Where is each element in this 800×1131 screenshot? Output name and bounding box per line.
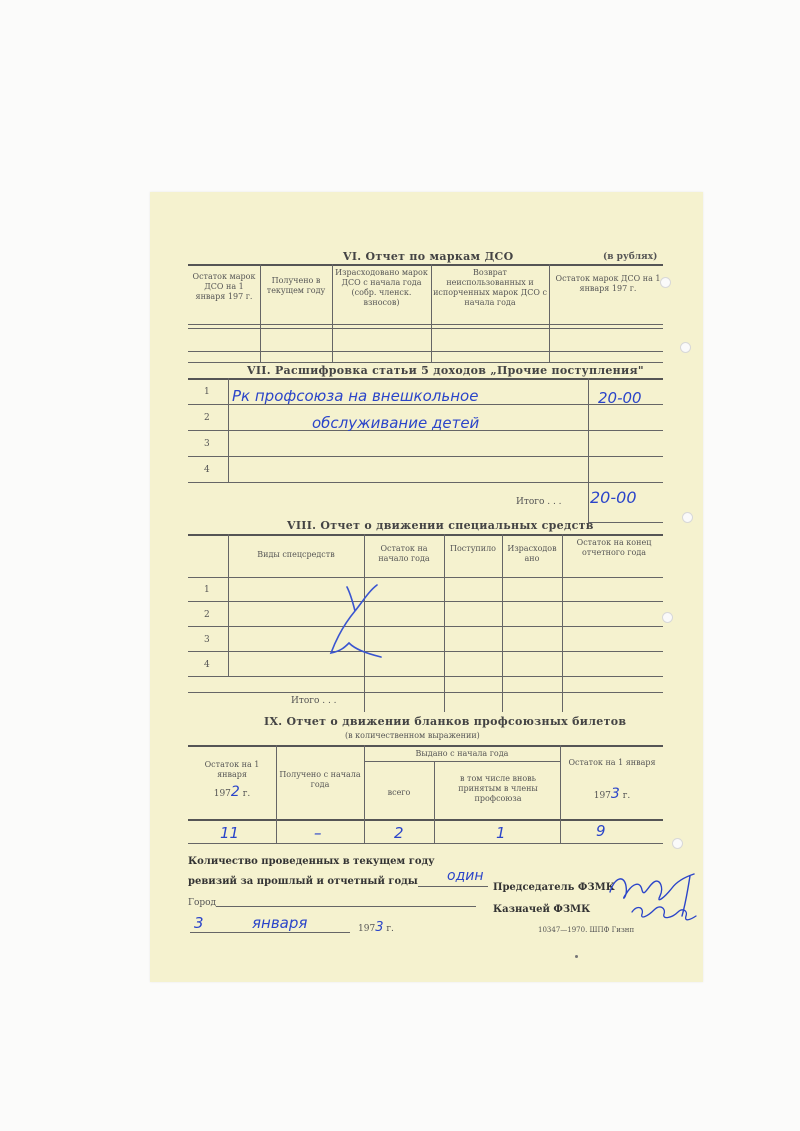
s7-row-number: 1 [204, 387, 210, 397]
s7-row-number: 3 [204, 439, 210, 449]
punch-hole [672, 838, 683, 849]
s8-row-number: 4 [204, 660, 210, 670]
section8-title: VIII. Отчет о движении специальных средств [287, 519, 594, 532]
s7-handwritten-amount: 20-00 [598, 389, 642, 407]
s8-header-kinds: Виды спецсредств [257, 550, 335, 559]
handwritten-signatures [602, 868, 702, 934]
s9-value-issued-new: 1 [496, 824, 506, 842]
s9-header-issued-group: Выдано с начала года [415, 749, 509, 758]
s7-row-number: 4 [204, 465, 210, 475]
s9-value-issued-total: 2 [394, 824, 404, 842]
footer-revisions-hand: один [447, 868, 484, 884]
s9-header-received: Получено с начала года [279, 770, 361, 789]
s7-handwritten-total: 20-00 [590, 488, 637, 507]
footer-date-month: января [252, 914, 308, 932]
s7-row-number: 2 [204, 413, 210, 423]
punch-hole [680, 342, 691, 353]
s8-header-closing: Остаток на конец отчетного года [576, 538, 652, 557]
s6-header-closing: Остаток марок ДСО на 1 января 197 г. [555, 274, 661, 293]
footer-city-label: Город [188, 898, 217, 908]
s6-header-returned: Возврат неиспользованных и испорченных марок ДСО с начала года [433, 268, 547, 307]
s9-opening-year-hand: 2 [230, 784, 240, 800]
s8-row-number: 3 [204, 635, 210, 645]
footer-date-day: 3 [194, 914, 204, 932]
footer-print-code: 10347—1970. ШПФ Гизнп [538, 926, 635, 934]
s9-header-issued-total: всего [387, 788, 411, 797]
section9-subtitle: (в количественном выражении) [345, 731, 480, 740]
s8-row-number: 2 [204, 610, 210, 620]
s8-header-received: Поступило [450, 544, 496, 553]
section9-title: IX. Отчет о движении бланков профсоюзных билетов [264, 715, 627, 728]
s6-header-received: Получено в текущем году [266, 276, 326, 295]
strike-through-mark [315, 577, 415, 677]
s9-opening-year: 1972 г. [213, 784, 251, 800]
speck [575, 955, 578, 958]
s8-total-label: Итого . . . [291, 696, 337, 706]
footer-revisions-line1: Количество проведенных в текущем году [188, 856, 435, 867]
footer-revisions-line2: ревизий за прошлый и отчетный годы [188, 876, 418, 887]
footer-date-year-hand: 3 [375, 920, 384, 935]
footer-treasurer: Казначей ФЗМК [493, 904, 591, 915]
s9-closing-year-hand: 3 [610, 786, 620, 802]
punch-hole [662, 612, 673, 623]
s8-header-spent: Израсходовано [507, 544, 557, 563]
s6-header-opening: Остаток марок ДСО на 1 января 197 г. [192, 272, 256, 301]
s9-header-opening: Остаток на 1 января [204, 760, 260, 779]
s9-header-issued-new: в том числе вновь принятым в члены профсоюза [458, 774, 538, 803]
footer-chairman: Председатель ФЗМК [493, 882, 615, 893]
s9-closing-year: 1973 г. [593, 786, 631, 802]
s9-value-closing: 9 [596, 822, 606, 840]
s7-total-label: Итого . . . [516, 497, 562, 507]
footer-date-year: 1973 г. [358, 920, 394, 935]
section7-title: VII. Расшифровка статьи 5 доходов „Прочие поступления" [247, 364, 644, 377]
s9-value-received: – [314, 824, 322, 842]
s6-header-spent: Израсходовано марок ДСО с начала года (собр. членск. взносов) [335, 268, 428, 307]
s9-value-opening: 11 [220, 824, 240, 842]
s9-header-closing: Остаток на 1 января [568, 758, 656, 767]
s8-header-opening: Остаток на начало года [378, 544, 430, 563]
report-sheet [150, 192, 703, 982]
s7-handwritten-line1: Рк профсоюза на внешкольное [232, 387, 479, 405]
section6-title: VI. Отчет по маркам ДСО [343, 250, 514, 263]
punch-hole [660, 277, 671, 288]
punch-hole [682, 512, 693, 523]
s7-handwritten-line2: обслуживание детей [312, 414, 480, 432]
s8-row-number: 1 [204, 585, 210, 595]
section6-unit: (в рублях) [603, 252, 658, 262]
